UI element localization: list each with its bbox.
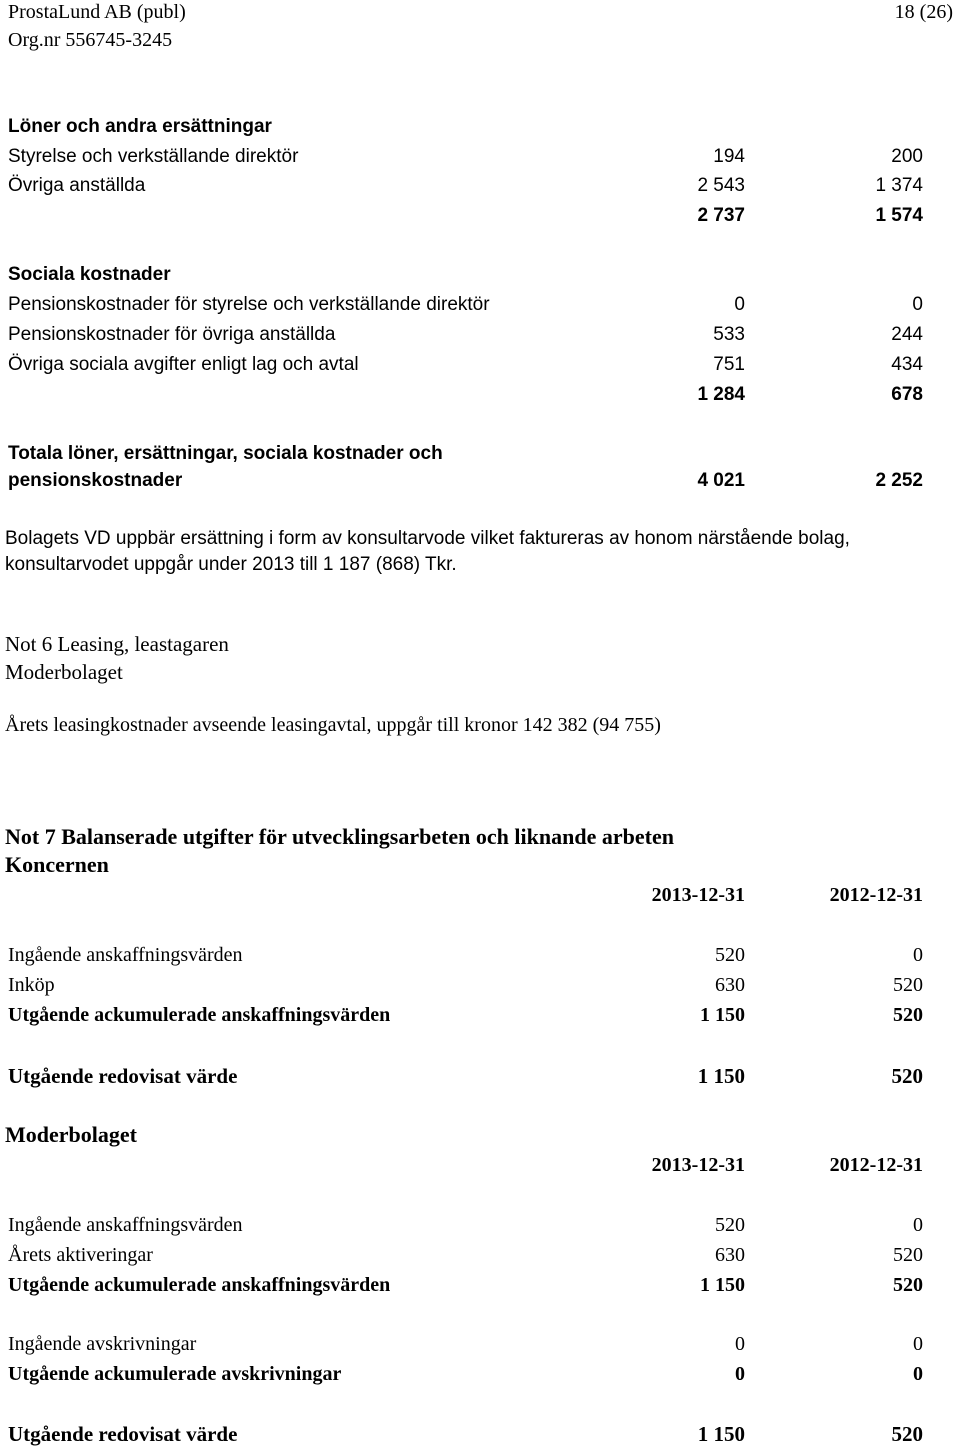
grand-total-2012: 2 252 (875, 470, 923, 491)
value-2013: 630 (715, 974, 745, 996)
row-label: Inköp (8, 974, 55, 996)
subtotal-row (0, 205, 960, 231)
row-label: Utgående ackumulerade anskaffningsvärden (8, 1004, 391, 1026)
subtotal-2012: 1 574 (875, 205, 923, 226)
value-2013: 630 (715, 1244, 745, 1266)
social-title: Sociala kostnader (8, 264, 171, 285)
row-label: Utgående redovisat värde (8, 1422, 238, 1446)
value-2012: 0 (912, 294, 923, 315)
column-header-row (0, 884, 960, 910)
value-2012: 520 (891, 1064, 923, 1088)
vd-note-line2: konsultarvodet uppgår under 2013 till 1 187 (868) Tkr. (5, 554, 457, 575)
note7-group-title: Koncernen (5, 852, 109, 877)
row-label: Ingående anskaffningsvärden (8, 1214, 243, 1236)
table-row (0, 1244, 960, 1270)
value-2012: 520 (891, 1422, 923, 1446)
row-label: Övriga anställda (8, 175, 146, 196)
value-2012: 520 (893, 1004, 923, 1026)
value-2013: 1 150 (700, 1274, 745, 1296)
value-2012: 0 (913, 1214, 923, 1236)
value-2013: 520 (715, 944, 745, 966)
value-2012: 1 374 (875, 175, 923, 196)
value-2012: 200 (891, 146, 923, 167)
value-2013: 2 543 (697, 175, 745, 196)
value-2013: 520 (715, 1214, 745, 1236)
subtotal-2013: 2 737 (697, 205, 745, 226)
vd-note-line1: Bolagets VD uppbär ersättning i form av konsultarvode vilket faktureras av honom närstående bolag, (5, 528, 850, 549)
column-header-row (0, 1154, 960, 1180)
note6-title: Not 6 Leasing, leastagaren (5, 632, 229, 656)
table-row (0, 1214, 960, 1240)
value-2012: 0 (913, 1333, 923, 1355)
table-row (0, 1274, 960, 1300)
table-row (0, 294, 960, 320)
grand-total-label-line1: Totala löner, ersättningar, sociala kostnader och (8, 443, 443, 464)
value-2012: 244 (891, 324, 923, 345)
column-header-2013: 2013-12-31 (651, 884, 745, 906)
grand-total-row (0, 470, 960, 496)
column-header-2012: 2012-12-31 (829, 1154, 923, 1176)
table-row (0, 175, 960, 201)
company-name: ProstaLund AB (publ) (8, 1, 186, 23)
row-label: Utgående ackumulerade anskaffningsvärden (8, 1274, 391, 1296)
value-2013: 751 (713, 354, 745, 375)
subtotal-2013: 1 284 (697, 384, 745, 405)
table-row (0, 974, 960, 1000)
grand-total-2013: 4 021 (697, 470, 745, 491)
row-label: Årets aktiveringar (8, 1244, 153, 1266)
value-2012: 520 (893, 974, 923, 996)
row-label: Ingående anskaffningsvärden (8, 944, 243, 966)
row-label: Utgående redovisat värde (8, 1064, 238, 1088)
row-label: Övriga sociala avgifter enligt lag och avtal (8, 354, 359, 375)
value-2013: 0 (735, 1363, 745, 1385)
table-row (0, 354, 960, 380)
note6-subtitle: Moderbolaget (5, 660, 123, 684)
value-2013: 1 150 (697, 1064, 745, 1088)
table-row (0, 944, 960, 970)
table-row (0, 146, 960, 172)
table-row (0, 324, 960, 350)
row-label: Ingående avskrivningar (8, 1333, 197, 1355)
column-header-2013: 2013-12-31 (651, 1154, 745, 1176)
value-2013: 533 (713, 324, 745, 345)
grand-total-label-line2: pensionskostnader (8, 470, 183, 491)
value-2013: 0 (735, 1333, 745, 1355)
value-2012: 434 (891, 354, 923, 375)
parent-title: Moderbolaget (5, 1122, 137, 1147)
subtotal-2012: 678 (891, 384, 923, 405)
salaries-title: Löner och andra ersättningar (8, 116, 272, 137)
table-row (0, 1333, 960, 1359)
column-header-2012: 2012-12-31 (829, 884, 923, 906)
value-2013: 194 (713, 146, 745, 167)
book-value-row (0, 1422, 960, 1448)
subtotal-row (0, 384, 960, 410)
org-number: Org.nr 556745-3245 (8, 29, 173, 51)
page-number: 18 (26) (894, 1, 953, 23)
value-2012: 0 (913, 944, 923, 966)
book-value-row (0, 1064, 960, 1090)
note6-text: Årets leasingkostnader avseende leasingavtal, uppgår till kronor 142 382 (94 755) (5, 714, 661, 736)
row-label: Styrelse och verkställande direktör (8, 146, 299, 167)
value-2013: 1 150 (700, 1004, 745, 1026)
row-label: Utgående ackumulerade avskrivningar (8, 1363, 342, 1385)
table-row (0, 1004, 960, 1030)
value-2012: 520 (893, 1244, 923, 1266)
value-2012: 520 (893, 1274, 923, 1296)
table-row (0, 1363, 960, 1389)
value-2013: 0 (734, 294, 745, 315)
value-2013: 1 150 (697, 1422, 745, 1446)
note7-title: Not 7 Balanserade utgifter för utvecklingsarbeten och liknande arbeten (5, 824, 674, 849)
row-label: Pensionskostnader för styrelse och verkställande direktör (8, 294, 490, 315)
row-label: Pensionskostnader för övriga anställda (8, 324, 336, 345)
value-2012: 0 (913, 1363, 923, 1385)
